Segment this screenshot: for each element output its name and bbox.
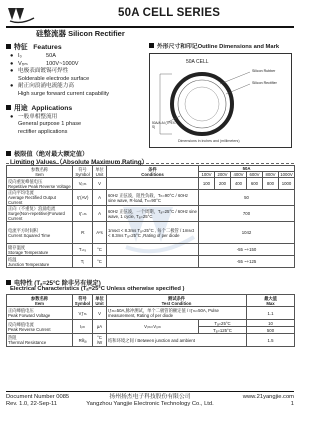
application-en-2: rectifier applications: [18, 128, 68, 135]
company-en: Yangzhou Yangjie Electronic Technology Co., Ltd.: [86, 401, 214, 407]
voltage-200: 200V: [215, 172, 231, 178]
callout-silicon-rectifier: Silicon Rectifier: [252, 81, 277, 85]
elec-heading-en: Electrical Characteristics (Tₐ=25°C Unless otherwise specified ): [10, 286, 185, 292]
symbol: Rθⱼₐ: [73, 334, 93, 347]
param-name: 正向峰值电压 Peak Forward Voltage: [7, 307, 73, 320]
hdr-param: 参数名称 Item: [7, 166, 73, 178]
unit: A: [93, 190, 107, 206]
condition: 60Hz 正弦波，阻性负载，Tₕ=90°C / 60Hz sine wave, R-load, Tₕ=90°C: [107, 190, 199, 206]
limit-rule: [6, 163, 294, 164]
symbol: Tⱼ: [73, 256, 93, 268]
company-cn: 扬州扬杰电子科技股份有限公司: [109, 394, 191, 400]
param-name: 反向峰值电流 Peak Reverse Current: [7, 320, 73, 334]
condition: Iƒₘ=50A,脉冲测试，单个二极管的额定值 / Iƒₘ=50A, Pulse measurement, Rating of per diode: [107, 307, 247, 320]
vrrm-value: 200: [215, 178, 231, 190]
voltage-400: 400V: [231, 172, 247, 178]
limit-heading-en: Limiting Values（Absolute Maximum Rating）: [10, 159, 148, 166]
hdr-test-condition: 测试条件 Test Condition: [107, 295, 247, 307]
features-section: [6, 41, 146, 136]
param-name: 结温 Junction Temperature: [7, 256, 73, 268]
page-title: 50A CELL SERIES: [118, 7, 221, 19]
web-info: [243, 394, 294, 408]
condition: 60Hz 正弦波，一个周期，Tₐ=25°C / 60Hz sine wave, 1 cycle, Tₐ=25°C: [107, 206, 199, 222]
vrrm-value: 1000: [279, 178, 295, 190]
elec-table: [6, 294, 295, 347]
unit: V: [93, 307, 107, 320]
unit: °C: [93, 244, 107, 256]
outline-heading: 外形尺寸和印记Outline Dimensions and Mark: [149, 41, 294, 50]
table-row-ifsm: [7, 206, 295, 222]
rating-value: 1042: [199, 222, 295, 244]
table-row-irm-1: [7, 320, 295, 327]
table-row-i2t: [7, 222, 295, 244]
application-en-1: General purpose 1 phase: [18, 121, 82, 128]
unit: V: [93, 178, 107, 190]
feature-io: ● I₀ 50A: [10, 53, 56, 59]
company-logo: [6, 4, 36, 24]
hdr-part: 50A: [199, 166, 295, 172]
footer: [6, 394, 294, 414]
symbol: Iƒ(AV): [73, 190, 93, 206]
max-value: 1.1: [247, 307, 295, 320]
cell-label: 50A CELL: [186, 59, 209, 65]
footer-rule: [6, 391, 294, 392]
feature-surge-en: High surge forward current capability: [18, 90, 110, 97]
param-name: 正向（不重复）浪涌电流 Surge(Non-repetitive)Forward Current: [7, 206, 73, 222]
outline-diagram: [149, 53, 292, 148]
elec-heading-cn: 电特性 (Tₐ=25°C 除非另有规定): [6, 278, 101, 287]
applications-heading: 用途 Applications: [6, 102, 146, 112]
product-subtitle: 硅整流器 Silicon Rectifier: [36, 29, 125, 38]
unit: A: [93, 206, 107, 222]
symbol: Tₛₜ₉: [73, 244, 93, 256]
unit: °C /W: [93, 334, 107, 347]
feature-solderable: ● 电极表面镀锡可焊性: [10, 68, 69, 75]
vrrm-value: 600: [247, 178, 263, 190]
hdr-conditions: 条件 Conditions: [107, 166, 199, 178]
symbol: Vƒₘ: [73, 307, 93, 320]
feature-solderable-en: Solderable electrode surface: [18, 75, 90, 82]
rating-value: -55 ~+150: [199, 244, 295, 256]
unit: μA: [93, 320, 107, 334]
table-row-rth: [7, 334, 295, 347]
rating-value: 50: [199, 190, 295, 206]
condition: 1ms≤t < 8.3ms Tₐ=25°C , 每个二极管 / 1ms≤t < 8.3ms Tₐ=25°C ,Rating of per diode: [107, 222, 199, 244]
revision: Rev. 1.0, 22-Sep-11: [6, 401, 58, 407]
limit-table: [6, 165, 295, 268]
table-row-vrrm: [7, 178, 295, 190]
param-name: 储存温度 Storage Temperature: [7, 244, 73, 256]
website-link[interactable]: www.21yangjie.com: [242, 394, 294, 400]
temp-25: Tₐ=25°C: [199, 320, 247, 327]
voltage-100: 100V: [199, 172, 215, 178]
table-row-vfm: [7, 307, 295, 320]
rating-value: -55 ~+125: [199, 256, 295, 268]
symbol: Iƒₛₘ: [73, 206, 93, 222]
unit: °C: [93, 256, 107, 268]
application-cn: ● 一般单相整流用: [10, 113, 58, 120]
vrrm-value: 400: [231, 178, 247, 190]
temp-125: Tₐ=125°C: [199, 327, 247, 334]
table-row-tj: [7, 256, 295, 268]
symbol: Vᵣᵣₘ: [73, 178, 93, 190]
max-value: 10: [247, 320, 295, 327]
vrrm-value: 800: [263, 178, 279, 190]
dimension-note: Dimensions in inches and (millimeters): [178, 139, 240, 143]
hdr-symbol: 符号 Symbol: [73, 166, 93, 178]
limit-heading-cn: 极限值（绝对最大额定值）: [6, 149, 88, 158]
voltage-600: 600V: [247, 172, 263, 178]
elec-header-row: [7, 295, 295, 307]
header: [6, 4, 294, 26]
symbol: I²t: [73, 222, 93, 244]
page-number: 1: [290, 401, 294, 407]
hdr-param: 参数名称 Item: [7, 295, 73, 307]
max-value: 500: [247, 327, 295, 334]
unit: A²s: [93, 222, 107, 244]
cell-drawing: [150, 54, 291, 147]
feature-surge: ● 耐正向浪涌电流能力高: [10, 83, 74, 90]
param-name: 正向平均电流 Average Rectified Output Current: [7, 190, 73, 206]
hdr-symbol: 符号 Symbol: [73, 295, 93, 307]
param-name: 热阻 Thermal Resistance: [7, 334, 73, 347]
hdr-unit: 单位 Unit: [93, 166, 107, 178]
doc-info: [6, 394, 69, 408]
voltage-800: 800V: [263, 172, 279, 178]
feature-vrrm: ● Vᵣᵣₘ 100V~1000V: [10, 60, 79, 67]
rating-value: 700: [199, 206, 295, 222]
table-row-tstg: [7, 244, 295, 256]
voltage-1000: 1000V: [280, 172, 293, 177]
vrrm-value: 100: [199, 178, 215, 190]
max-value: 1.5: [247, 334, 295, 347]
hdr-unit: 单位 Unit: [93, 295, 107, 307]
callout-mark: 50A/A:AI (TPEX-S): [152, 121, 176, 129]
symbol: Iᵣₘ: [73, 320, 93, 334]
param-name: 电流平方时间积 Current Squared Time: [7, 222, 73, 244]
features-heading: 特征 Features: [6, 41, 146, 51]
condition: 结和环境之间 / Between junction and ambient: [107, 334, 247, 347]
outline-section: [149, 41, 294, 52]
company-info: [80, 394, 220, 408]
condition: [107, 178, 199, 190]
table-row-io: [7, 190, 295, 206]
callout-silicon-rubber: Silicon Rubber: [252, 69, 276, 73]
condition: [107, 244, 199, 256]
condition: Vᵣₘ=Vᵣᵣₘ: [107, 320, 199, 334]
doc-number: Document Number 0085: [6, 394, 70, 400]
param-name: 反向重复峰值电压 Repetitive Peak Reverse Voltage: [8, 178, 71, 189]
hdr-max: 最大值 Max: [247, 295, 295, 307]
condition: [107, 256, 199, 268]
